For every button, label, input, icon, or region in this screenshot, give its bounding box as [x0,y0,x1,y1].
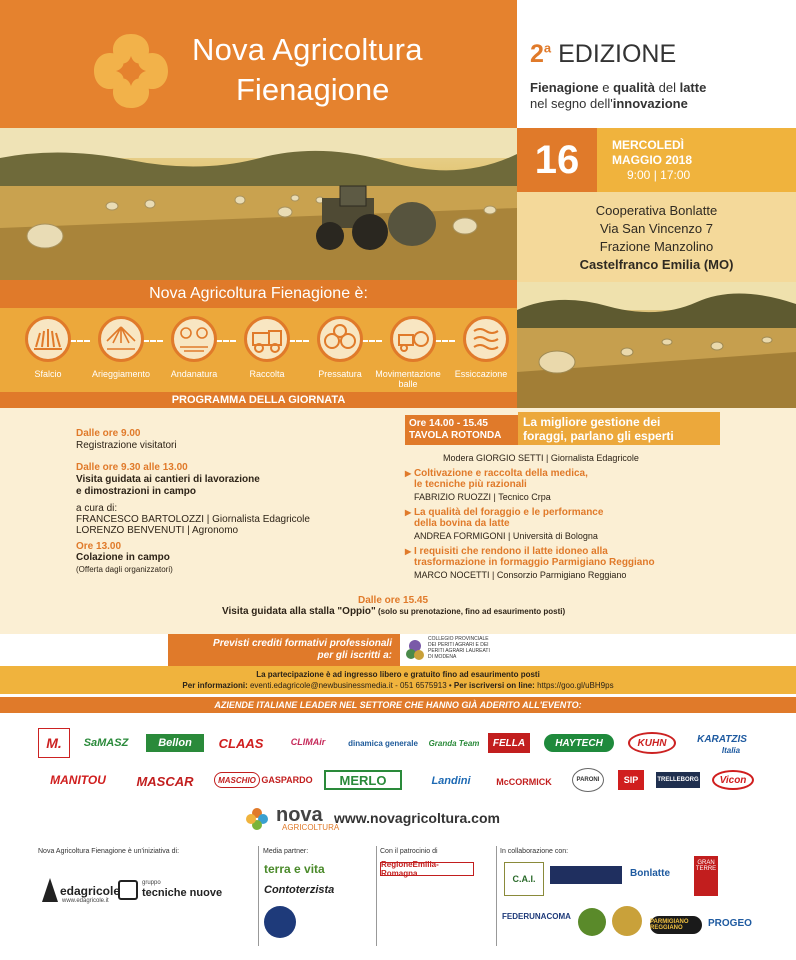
bale-handler-icon [390,316,436,362]
curator-name: FRANCESCO BARTOLOZZI [76,514,204,525]
nova-agricoltura-logo-icon [86,26,176,116]
media-partner-logo: Contoterzista [264,884,335,896]
program-title: PROGRAMMA DELLA GIORNATA [171,394,346,406]
collegio-logo-icon [404,638,426,662]
collegio-line: PERITI AGRARI LAUREATI [428,648,490,654]
iz-logo-icon [264,906,296,938]
nova-sub: AGRICOLTURA [282,823,340,832]
speaker-name: ANDREA FORMIGONI [414,531,506,541]
phase-connector [362,340,382,342]
schedule-desc: e dimostrazioni in campo [76,486,197,497]
nova-logo-icon [244,806,270,832]
mower-icon [25,316,71,362]
website-link[interactable]: www.novagricoltura.com [334,810,500,826]
brand-logo: GASPARDO [261,775,313,785]
tagline-line2 [530,96,688,111]
brand-logo: McCORMICK [496,777,552,787]
brand-logo: HAYTECH [544,734,614,752]
venue-name: Cooperativa Bonlatte [595,203,718,218]
credits-line: Previsti crediti formativi professionali [213,638,392,649]
curator [76,525,238,537]
curated-by-label: a cura di: [76,503,118,514]
talk-speaker [414,530,598,542]
brand-logo: CLIMAir [290,737,326,747]
brand-logo: PARONI [572,768,604,792]
collegio-line: COLLEGIO PROVINCIALE [428,636,489,642]
participation-note: La partecipazione è ad ingresso libero e gratuito fino ad esaurimento posti [256,670,540,679]
rake-icon [171,316,217,362]
phase-label: Sfalcio [34,369,62,379]
moderator-prefix: Modera [443,453,477,463]
curator-role: | Giornalista Edagricole [203,514,310,525]
talk-title: della bovina da latte [414,518,510,529]
phase-label: Arieggiamento [91,369,151,379]
collegio-name [428,636,490,660]
curator-role: | Agronomo [184,525,239,536]
moderator [443,452,639,464]
talk-speaker [414,491,551,503]
brand-logo: KARATZIS [697,733,747,745]
tedder-icon [98,316,144,362]
tagline-word: qualità [613,80,655,95]
divider [376,846,377,946]
baler-icon [244,316,290,362]
info-label: Per iscriversi on line: [453,681,538,690]
phase-label-line2: balle [398,379,418,389]
event-title-line2: Fienagione [236,72,390,107]
venue-hamlet: Frazione Manzolino [599,239,714,254]
phase-label: Andanatura [170,369,218,379]
tagline-word: nel segno dell' [530,96,613,111]
initiative-label: Nova Agricoltura Fienagione è un'iniziativa di: [38,848,180,855]
phase-connector [216,340,236,342]
brand-logo: FELLA [488,733,530,753]
bullet-arrow-icon: ▶ [405,547,412,556]
contact-info [0,681,796,690]
collab-emblem-icon [578,908,606,936]
patron-logo: RegioneEmilia-Romagna [380,862,474,876]
hay-bales-field-photo [517,282,796,410]
talk-title: le tecniche più razionali [414,479,527,490]
month-year: MAGGIO 2018 [612,153,693,167]
talk-title-line: I requisiti che rendono il latte idoneo alla [413,546,608,557]
round-time-line: Ore 14.00 - 15.45 [409,418,488,429]
edagricole-url: www.edagricole.it [62,898,109,904]
brand-logo: SaMASZ [83,737,129,749]
credits-line: per gli iscritti a: [317,650,392,661]
edition-number: 2 [530,40,544,68]
brand-logo: MASCHIO [214,772,260,788]
media-partner-label: Media partner: [263,848,309,855]
tagline-word: e [598,80,614,95]
drying-icon [463,316,509,362]
brand-logo: dinamica generale [348,738,418,748]
phase-label: Essiccazione [454,369,508,379]
curator-name: LORENZO BENVENUTI [76,525,185,536]
bales-icon [317,316,363,362]
tecniche-nuove-wordmark: tecniche nuove [142,887,223,899]
nova-wordmark: nova [276,804,323,826]
weekday: MERCOLEDÌ [612,138,684,152]
round-table-title [518,412,720,445]
collegio-line: DEI PERITI AGRARI E DEI [428,642,489,648]
talk-title-line: Coltivazione e raccolta della medica, [413,468,588,479]
schedule-time: Dalle ore 9.30 alle 13.00 [76,462,188,473]
afternoon-visit [222,606,565,618]
speaker-role: | Tecnico Crpa [491,492,551,502]
registration-link[interactable]: https://goo.gl/uBH9ps [537,681,614,690]
venue-city: Castelfranco Emilia (MO) [579,257,734,272]
schedule-desc: Registrazione visitatori [76,440,177,451]
event-time: 9:00 | 17:00 [627,168,691,182]
round-title-line: La migliore gestione dei [523,415,661,429]
collab-logo: PROGEO [708,918,752,929]
event-title-line1: Nova Agricoltura [192,32,423,67]
divider [258,846,259,946]
round-time-line: TAVOLA ROTONDA [409,430,502,441]
phase-connector [435,340,455,342]
phase-connector [70,340,90,342]
brand-logo: Granda Team [428,738,480,748]
afternoon-time: Dalle ore 15.45 [358,595,429,606]
hayfield-tractor-photo [0,128,517,280]
schedule-desc: Colazione in campo [76,552,170,563]
brand-logo: MANITOU [50,773,106,787]
speaker-role: | Università di Bologna [505,531,598,541]
talk-title: trasformazione in formaggio Parmigiano Reggiano [414,557,655,568]
brand-logo: Vicon [712,770,754,790]
brand-logo-sub: Italia [721,745,741,755]
phase-label: Raccolta [249,369,285,379]
collab-logo: FEDERUNACOMA [502,912,571,921]
edition-word: EDIZIONE [558,40,677,68]
edition-ordinal: a [543,40,552,56]
tagline-word: del [655,80,680,95]
divider [496,846,497,946]
round-title-line: foraggi, parlano gli esperti [523,429,674,443]
tagline-line1 [530,80,706,95]
tecniche-nuove-logo-icon [118,880,138,900]
info-label: Per informazioni: [182,681,250,690]
speaker-role: | Consorzio Parmigiano Reggiano [489,570,627,580]
bullet-arrow-icon: ▶ [405,469,412,478]
brand-logo: SIP [618,770,644,790]
venue-street: Via San Vincenzo 7 [600,221,713,236]
collab-logo-block [550,866,622,884]
collab-logo: Bonlatte [630,868,670,879]
schedule-note: (Offerta dagli organizzatori) [76,565,173,574]
tagline-word: Fienagione [530,80,599,95]
bullet-arrow-icon: ▶ [405,508,412,517]
day-number: 16 [517,128,597,192]
afternoon-note: (solo su prenotazione, fino ad esaurimento posti) [375,607,566,616]
edagricole-wordmark: edagricole [60,884,121,898]
brand-logo: CLAAS [218,735,264,751]
tagline-word: latte [679,80,707,95]
phases-title: Nova Agricoltura Fienagione è: [149,285,368,302]
patronage-label: Con il patrocinio di [380,848,438,855]
brand-logo: TRELLEBORG [656,772,700,788]
tn-group-label: gruppo [142,880,161,886]
collegio-line: DI MODENA [428,654,457,660]
collaboration-label: In collaborazione con: [500,848,569,855]
schedule-time: Ore 13.00 [76,541,122,552]
speaker-name: FABRIZIO RUOZZI [414,492,492,502]
collab-emblem-icon [612,906,642,936]
moderator-name: GIORGIO SETTI [476,453,544,463]
info-contact[interactable]: eventi.edagricole@newbusinessmedia.it - 051 6575913 • [249,681,454,690]
afternoon-desc: Visita guidata alla stalla "Oppio" [222,606,376,617]
brand-logo: MERLO [324,770,402,790]
phase-label: Pressatura [318,369,362,379]
collab-logo: PARMIGIANO REGGIANO [650,916,702,934]
brand-logo: Bellon [146,734,204,752]
phase-connector [143,340,163,342]
round-table-time [405,415,518,445]
phase-connector [289,340,309,342]
tagline-word: innovazione [612,96,688,111]
brand-logo: KUHN [628,732,676,754]
phase-label: Movimentazione [375,369,441,379]
credits-box [168,634,400,666]
brand-logo: MASCAR [136,773,194,789]
schedule-desc: Visita guidata ai cantieri di lavorazione [76,474,260,485]
edagricole-logo-icon [40,876,60,904]
brand-logo: M. [38,728,70,758]
speaker-name: MARCO NOCETTI [414,570,490,580]
brand-logo: Landini [431,775,471,787]
talk-speaker [414,569,626,581]
schedule-time: Dalle ore 9.00 [76,428,141,439]
collab-logo: GRAN TERRE [694,856,718,896]
edition-label [530,40,676,69]
collab-logo: C.A.I. [504,862,544,896]
moderator-role: | Giornalista Edagricole [543,453,639,463]
talk-title-line: La qualità del foraggio e le performance [413,507,604,518]
companies-title: AZIENDE ITALIANE LEADER NEL SETTORE CHE HANNO GIÀ ADERITO ALL'EVENTO: [214,700,582,710]
media-partner-logo: terra e vita [264,862,325,876]
